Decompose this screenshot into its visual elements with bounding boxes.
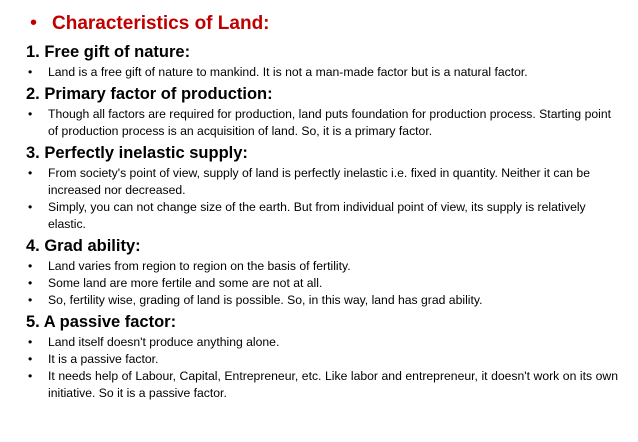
- section-inelastic-supply: [26, 142, 618, 233]
- bullet-icon: •: [28, 335, 33, 349]
- bullet-text: Simply, you can not change size of the earth. But from individual point of view, its supply is relatively elastic.: [48, 200, 586, 231]
- bullet-icon: •: [28, 352, 33, 366]
- bullet-text: It is a passive factor.: [48, 352, 159, 366]
- section-primary-factor: [26, 83, 618, 140]
- bullet-point: [26, 106, 618, 140]
- bullet-point: [26, 292, 618, 309]
- section-heading: 1. Free gift of nature:: [26, 43, 191, 61]
- bullet-text: Land is a free gift of nature to mankind. It is not a man-made factor but is a natural factor.: [48, 65, 528, 79]
- slide-title: Characteristics of Land:: [52, 13, 270, 34]
- bullet-point: [26, 165, 618, 199]
- section-heading: 4. Grad ability:: [26, 237, 141, 255]
- bullet-point: [26, 258, 618, 275]
- bullet-text: It needs help of Labour, Capital, Entrepreneur, etc. Like labor and entrepreneur, it doesn't work on its own initiative. So it is a passive factor.: [48, 369, 618, 400]
- bullet-icon: •: [28, 276, 33, 290]
- section-passive-factor: [26, 311, 618, 402]
- section-heading: 5. A passive factor:: [26, 313, 177, 331]
- bullet-point: [26, 275, 618, 292]
- bullet-icon: •: [28, 166, 33, 180]
- section-heading: 2. Primary factor of production:: [26, 85, 273, 103]
- section-heading: 3. Perfectly inelastic supply:: [26, 144, 248, 162]
- bullet-icon: •: [28, 65, 33, 79]
- bullet-point: [26, 64, 618, 81]
- bullet-text: From society's point of view, supply of land is perfectly inelastic i.e. fixed in quantity. Neither it can be increased nor decreased.: [48, 166, 590, 197]
- bullet-text: Land itself doesn't produce anything alone.: [48, 335, 280, 349]
- bullet-point: [26, 368, 618, 402]
- bullet-point: [26, 199, 618, 233]
- bullet-icon: •: [28, 107, 33, 121]
- bullet-text: Land varies from region to region on the basis of fertility.: [48, 259, 351, 273]
- title-bullet: •: [30, 12, 38, 34]
- bullet-text: So, fertility wise, grading of land is possible. So, in this way, land has grad ability.: [48, 293, 483, 307]
- bullet-icon: •: [28, 369, 33, 383]
- section-grad-ability: [26, 235, 618, 309]
- bullet-icon: •: [28, 259, 33, 273]
- bullet-point: [26, 351, 618, 368]
- bullet-text: Though all factors are required for production, land puts foundation for production process. Starting point of production process is an acquisition of land. So, it is a primary factor.: [48, 107, 611, 138]
- bullet-text: Some land are more fertile and some are not at all.: [48, 276, 323, 290]
- bullet-point: [26, 334, 618, 351]
- bullet-icon: •: [28, 293, 33, 307]
- slide-title-row: [26, 12, 618, 35]
- section-free-gift: [26, 41, 618, 81]
- bullet-icon: •: [28, 200, 33, 214]
